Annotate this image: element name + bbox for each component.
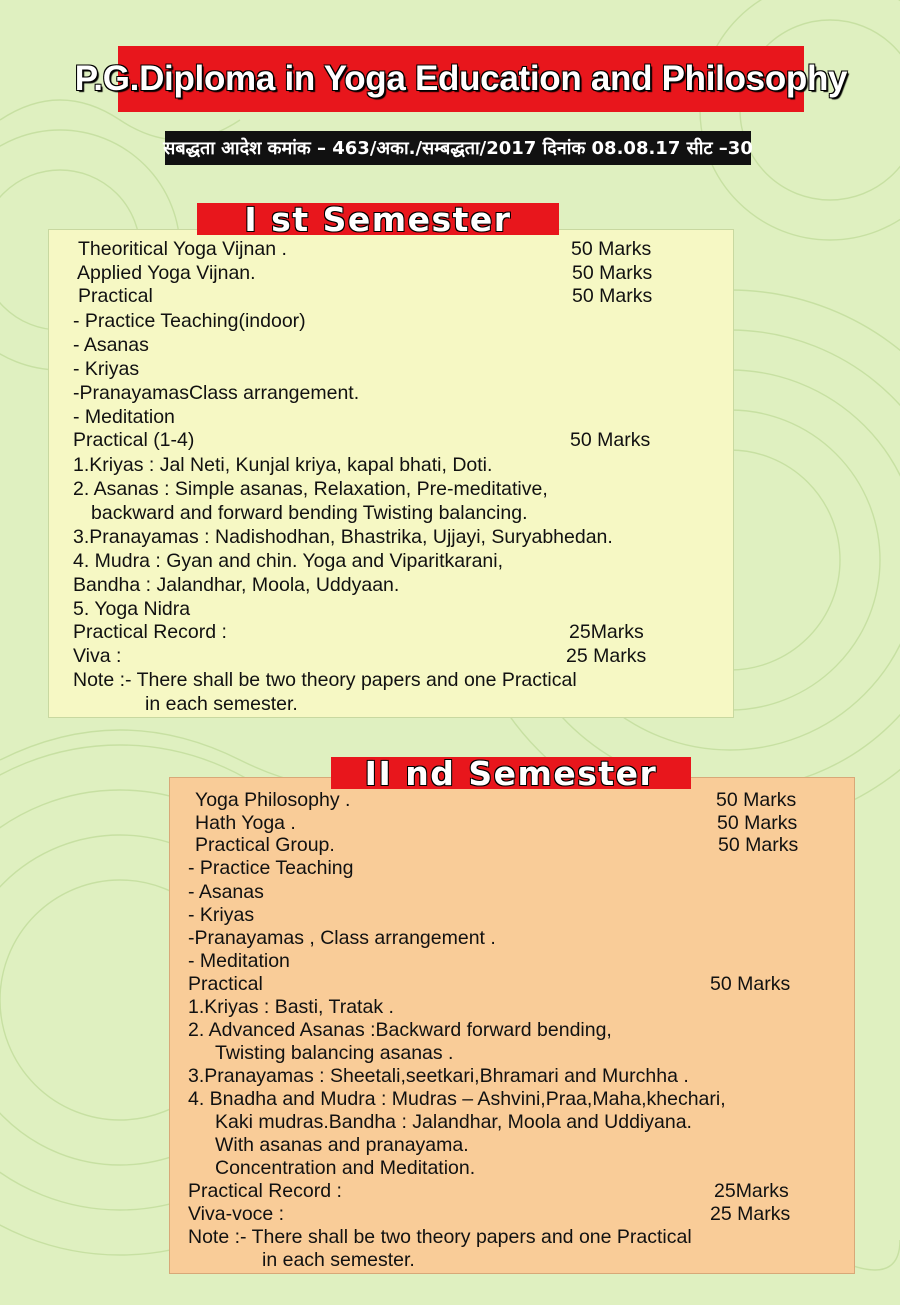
s1-line: 5. Yoga Nidra [73,598,191,620]
semester1-heading-banner [197,199,559,239]
s1-line: - Asanas [73,334,149,356]
s2-line: 3.Pranayamas : Sheetali,seetkari,Bhramari and Murchha . [188,1065,689,1087]
s1-line: Note :- There shall be two theory papers and one Practical [73,669,577,691]
s2-line: Hath Yoga . [195,812,296,834]
s2-marks: 50 Marks [716,789,797,811]
s1-line: 3.Pranayamas : Nadishodhan, Bhastrika, Ujjayi, Suryabhedan. [73,526,613,548]
s1-line: - Kriyas [73,358,140,380]
s1-line: 2. Asanas : Simple asanas, Relaxation, Pre-meditative, [73,478,548,500]
s2-marks: 50 Marks [718,834,799,856]
s2-marks: 50 Marks [717,812,798,834]
s1-line: 1.Kriyas : Jal Neti, Kunjal kriya, kapal bhati, Doti. [73,454,493,476]
s1-line: Practical Record : [73,621,227,643]
semester2-heading: II nd Semester [364,753,658,793]
s2-line: - Asanas [188,881,264,903]
s2-line: Practical Record : [188,1180,342,1202]
s1-line: in each semester. [145,693,298,715]
s2-line: Yoga Philosophy . [195,789,351,811]
semester1-syllabus-box [48,229,734,718]
affiliation-order-bar [165,131,751,165]
s2-marks: 50 Marks [710,973,791,995]
s1-line: - Practice Teaching(indoor) [73,310,306,332]
s1-marks: 25 Marks [566,645,647,667]
semester2-heading-banner [331,753,691,793]
s2-line: - Kriyas [188,904,255,926]
s1-marks: 50 Marks [571,238,652,260]
s2-line: 2. Advanced Asanas :Backward forward bending, [188,1019,612,1041]
s1-line: Practical [78,285,153,307]
s2-line: Viva-voce : [188,1203,285,1225]
s2-line: Practical Group. [195,834,335,856]
s2-line: Concentration and Meditation. [215,1157,476,1179]
s1-line: -PranayamasClass arrangement. [73,382,360,404]
s2-line: - Practice Teaching [188,857,354,879]
s1-line: 4. Mudra : Gyan and chin. Yoga and Viparitkarani, [73,550,504,572]
s2-line: With asanas and pranayama. [215,1134,469,1156]
s2-line: in each semester. [262,1249,415,1271]
page-title: P.G.Diploma in Yoga Education and Philosophy [74,59,848,98]
s2-line: Kaki mudras.Bandha : Jalandhar, Moola and Uddiyana. [215,1111,692,1133]
s1-marks: 50 Marks [572,262,653,284]
s1-line: backward and forward bending Twisting balancing. [91,502,528,524]
s1-marks: 25Marks [569,621,644,643]
s2-marks: 25 Marks [710,1203,791,1225]
s1-line: Bandha : Jalandhar, Moola, Uddyaan. [73,574,400,596]
affiliation-order-text: सबद्धता आदेश कमांक – 463/अका./सम्बद्धता/2017 दिनांक 08.08.17 सीट –30 [163,138,753,159]
s2-line: -Pranayamas , Class arrangement . [188,927,496,949]
page-title-banner [74,46,848,112]
s2-line: 1.Kriyas : Basti, Tratak . [188,996,394,1018]
s1-line: Practical (1-4) [73,429,195,451]
semester1-heading: I st Semester [244,199,512,239]
s1-marks: 50 Marks [570,429,651,451]
s2-marks: 25Marks [714,1180,789,1202]
s1-marks: 50 Marks [572,285,653,307]
s1-line: Viva : [73,645,122,667]
s2-line: - Meditation [188,950,290,972]
s2-line: 4. Bnadha and Mudra : Mudras – Ashvini,Praa,Maha,khechari, [188,1088,726,1110]
semester2-syllabus-box [169,777,855,1274]
s1-line: Theoritical Yoga Vijnan . [78,238,287,260]
s2-line: Note :- There shall be two theory papers and one Practical [188,1226,692,1248]
s1-line: Applied Yoga Vijnan. [77,262,256,284]
s2-line: Twisting balancing asanas . [215,1042,454,1064]
s2-line: Practical [188,973,263,995]
s1-line: - Meditation [73,406,175,428]
